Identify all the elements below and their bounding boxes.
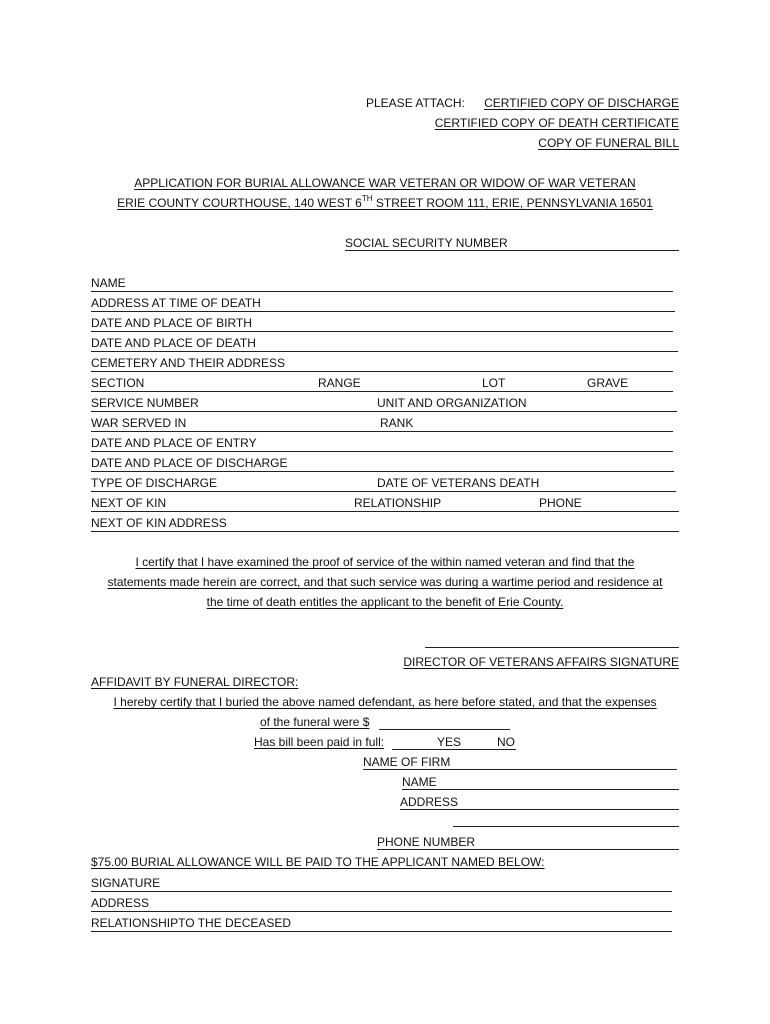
- range-label: RANGE: [318, 376, 361, 390]
- paid-no-option[interactable]: NO: [497, 735, 515, 749]
- applicant-relationship-label: RELATIONSHIPTO THE DECEASED: [91, 916, 292, 930]
- birth-field[interactable]: [91, 315, 673, 332]
- entry-field[interactable]: [91, 435, 673, 452]
- grave-label: GRAVE: [587, 376, 629, 390]
- rank-label: RANK: [380, 416, 414, 430]
- applicant-signature-field[interactable]: [91, 875, 672, 892]
- applicant-address-label: ADDRESS: [91, 896, 150, 910]
- next-of-kin-address-field[interactable]: [91, 515, 679, 532]
- address-suffix: STREET ROOM 111, ERIE, PENNSYLVANIA 16501: [372, 196, 653, 210]
- section-label: SECTION: [91, 376, 145, 390]
- phone-label: PHONE: [539, 496, 582, 510]
- courthouse-address: [0, 196, 770, 210]
- applicant-address-field[interactable]: [91, 895, 672, 912]
- address-at-death-field[interactable]: [91, 295, 675, 312]
- attach-funeral-bill: COPY OF FUNERAL BILL: [538, 136, 679, 150]
- firm-label: NAME OF FIRM: [363, 755, 451, 769]
- discharge-label: DATE AND PLACE OF DISCHARGE: [91, 456, 288, 470]
- next-of-kin-address-label: NEXT OF KIN ADDRESS: [91, 516, 227, 530]
- name-label: NAME: [91, 276, 126, 290]
- attach-death-certificate: CERTIFIED COPY OF DEATH CERTIFICATE: [434, 116, 679, 130]
- service-number-field[interactable]: [91, 395, 677, 412]
- applicant-relationship-field[interactable]: [91, 915, 672, 932]
- discharge-field[interactable]: [91, 455, 674, 472]
- next-of-kin-field[interactable]: [91, 495, 679, 512]
- ssn-input-line[interactable]: [345, 250, 679, 251]
- relationship-label: RELATIONSHIP: [354, 496, 442, 510]
- paid-in-full-label: Has bill been paid in full:: [254, 735, 385, 749]
- paid-answer-line: [392, 749, 516, 750]
- firm-address-line-2[interactable]: [453, 826, 679, 827]
- lot-label: LOT: [482, 376, 506, 390]
- next-of-kin-label: NEXT OF KIN: [91, 496, 167, 510]
- veterans-death-label: DATE OF VETERANS DEATH: [377, 476, 540, 490]
- certify-line-2: statements made herein are correct, and that such service was during a wartime period and residence at: [107, 575, 663, 589]
- certify-line-1: I certify that I have examined the proof of service of the within named veteran and find that the: [135, 555, 635, 569]
- applicant-signature-label: SIGNATURE: [91, 876, 161, 890]
- address-prefix: ERIE COUNTY COURTHOUSE, 140 WEST 6: [117, 196, 362, 210]
- address-sup: TH: [361, 194, 373, 203]
- death-field[interactable]: [91, 335, 678, 352]
- firm-address-label: ADDRESS: [400, 795, 459, 809]
- director-signature-label: DIRECTOR OF VETERANS AFFAIRS SIGNATURE: [403, 655, 679, 669]
- cemetery-field[interactable]: [91, 355, 673, 372]
- attach-discharge: CERTIFIED COPY OF DISCHARGE: [484, 96, 679, 110]
- death-label: DATE AND PLACE OF DEATH: [91, 336, 256, 350]
- affidavit-line-2: of the funeral were $: [260, 715, 370, 729]
- name-field[interactable]: [91, 275, 673, 292]
- war-served-label: WAR SERVED IN: [91, 416, 187, 430]
- cemetery-label: CEMETERY AND THEIR ADDRESS: [91, 356, 286, 370]
- address-at-death-label: ADDRESS AT TIME OF DEATH: [91, 296, 261, 310]
- firm-input-line[interactable]: [363, 769, 677, 770]
- entry-label: DATE AND PLACE OF ENTRY: [91, 436, 257, 450]
- form-title: APPLICATION FOR BURIAL ALLOWANCE WAR VETERAN OR WIDOW OF WAR VETERAN: [134, 176, 636, 190]
- firm-phone-input-line[interactable]: [377, 849, 679, 850]
- certify-line-3: the time of death entitles the applicant to the benefit of Erie County.: [206, 595, 564, 609]
- affidavit-heading: AFFIDAVIT BY FUNERAL DIRECTOR:: [91, 675, 299, 689]
- type-discharge-field[interactable]: [91, 475, 676, 492]
- paid-yes-option[interactable]: YES: [437, 735, 462, 749]
- unit-label: UNIT AND ORGANIZATION: [377, 396, 527, 410]
- service-number-label: SERVICE NUMBER: [91, 396, 199, 410]
- director-signature-line[interactable]: [425, 647, 679, 648]
- affidavit-line-1: I hereby certify that I buried the above named defendant, as here before stated, and that the expenses: [113, 695, 657, 709]
- war-served-field[interactable]: [91, 415, 673, 432]
- firm-address-input-line[interactable]: [400, 809, 679, 810]
- allowance-heading: $75.00 BURIAL ALLOWANCE WILL BE PAID TO THE APPLICANT NAMED BELOW:: [91, 855, 545, 869]
- ssn-label: SOCIAL SECURITY NUMBER: [345, 236, 508, 250]
- plot-field[interactable]: [91, 375, 673, 392]
- firm-phone-label: PHONE NUMBER: [377, 835, 476, 849]
- type-discharge-label: TYPE OF DISCHARGE: [91, 476, 218, 490]
- birth-label: DATE AND PLACE OF BIRTH: [91, 316, 252, 330]
- funeral-expense-line[interactable]: [379, 729, 510, 730]
- firm-name-label: NAME: [402, 775, 437, 789]
- firm-name-input-line[interactable]: [402, 789, 679, 790]
- please-attach-label: PLEASE ATTACH:: [366, 96, 465, 110]
